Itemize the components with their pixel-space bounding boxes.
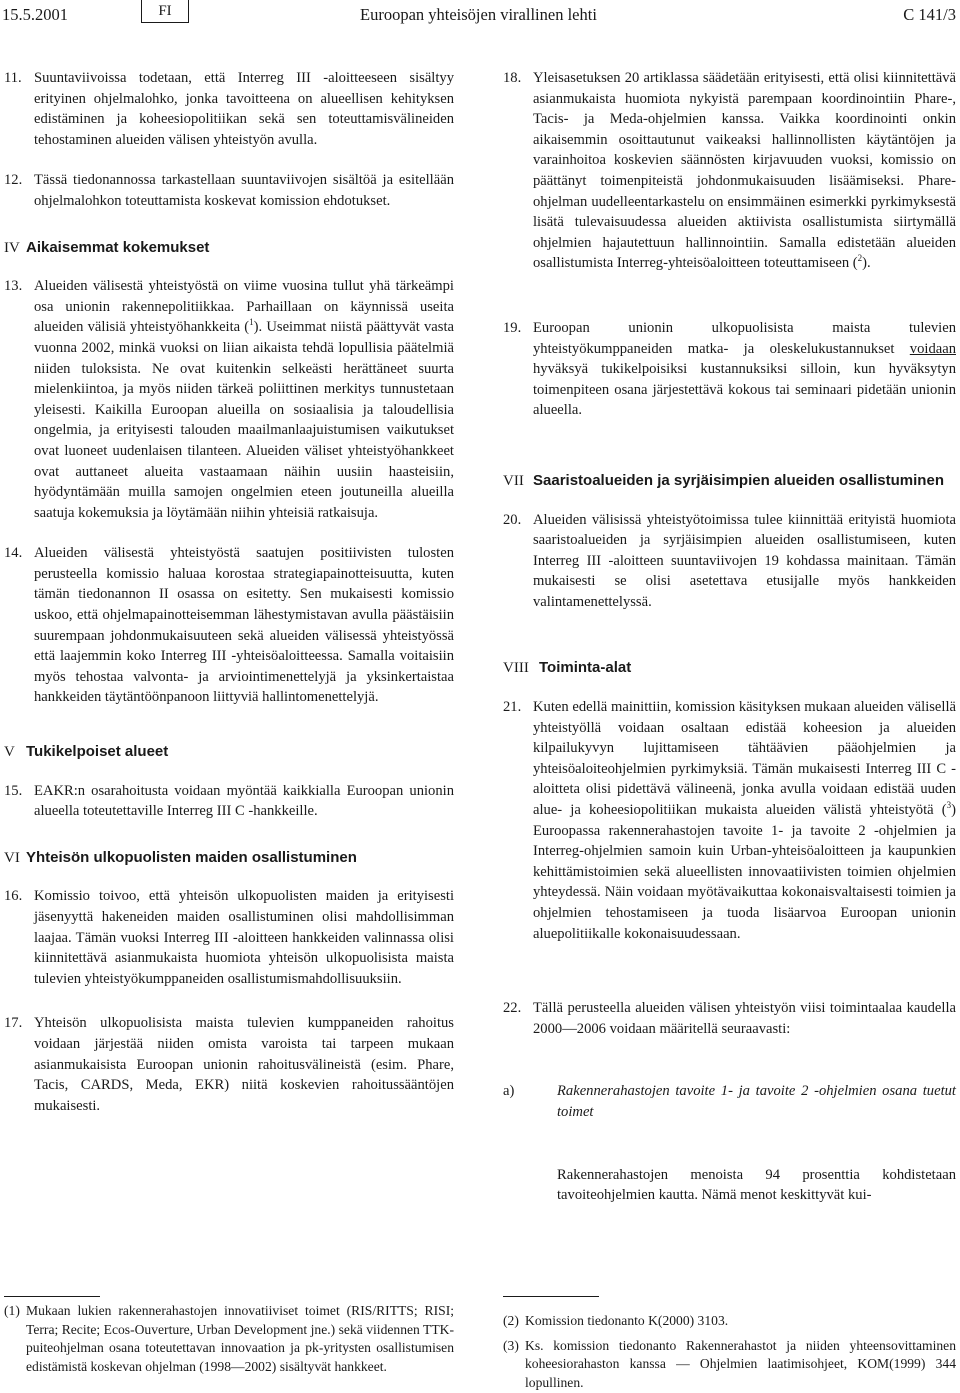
list-item-a — [503, 1081, 956, 1122]
paragraph-number: 11. — [4, 70, 22, 86]
paragraph-text: Euroopan unionin ulkopuolisista maista tulevien yhteistyökumppaneiden matka- ja oleskelukustannukset voidaan hyväksyä tukikelpoisiksi kustannuksiksi silloin, kun hyväksytyn toimenpiteen osana järjestettävä kokous tai seminaari pidetään unionin alueella. — [533, 319, 956, 419]
section-heading-viii — [503, 658, 956, 679]
footnote-text: Ks. komission tiedonanto Rakennerahastot ja niiden yhteensovittaminen koheesiorahaston kanssa — Ohjelmien laatimisohjeet, KOM(1999) 344 lopullinen. — [525, 1337, 956, 1390]
paragraph-number: 12. — [4, 172, 23, 189]
section-number: VII — [503, 472, 524, 489]
paragraph-text: Komissio toivoo, että yhteisön ulkopuolisten maiden ja erityisesti jäsenyyttä hakeneiden maiden osallistuminen olisi mahdollisimman laajaa. Tämän vuoksi Interreg III -aloitteen hankkeiden valinnassa olisi kiinnitettävä asianmukaista huomiota yhteisön ulkopuolisista maista tulevien yhteistyökumppaneiden osallistumismahdollisuuksiin. — [34, 888, 454, 987]
paragraph-11 — [4, 68, 454, 150]
left-column — [4, 68, 454, 1116]
footnote-number: (3) — [503, 1337, 519, 1353]
footnote-rule-left — [4, 1296, 100, 1297]
paragraph-text: Tässä tiedonannossa tarkastellaan suuntaviivojen sisältöä ja esitellään ohjelmalohkon toteuttamista koskevat komission ehdotukset. — [34, 172, 454, 209]
paragraph-text: Tällä perusteella alueiden välisen yhteistyön viisi toimintaalaa kaudella 2000—2006 voidaan määritellä seuraavasti: — [533, 1000, 956, 1037]
publication-date: 15.5.2001 — [2, 5, 68, 24]
paragraph-number: 13. — [4, 278, 23, 295]
paragraph-text: Alueiden välisestä yhteistyöstä saatujen positiivisten tulosten perusteella komissio haluaa korostaa strategiapainotteisuutta, kuten tämän tiedonannon II osassa on esitetty. Sen mukaisesti komissio uskoo, että ohjelmapainotteisemman lähestymistavan avulla päästäisiin suurempaan johdonmukaisuuteen sekä alueiden välisessä yhteistyössä että laajemmin koko Interreg III -yhteisöaloitteessa. Samalla voitaisiin myös tehostaa valvonta- ja arviointimenettelyjä ja yksinkertaistaa hankkeiden täytäntöönpanoon liittyviä hallintomenettelyjä. — [34, 545, 454, 706]
paragraph-17 — [4, 1013, 454, 1116]
section-number: IV — [4, 239, 20, 256]
paragraph-text: Alueiden välisissä yhteistyötoimissa tulee kiinnittää erityistä huomiota saaristoalueiden ja syrjäisimpien alueiden osallistumiseen, kuten Interreg III -aloitteen suuntaviivojen 19 kohdassa mainitaan. Tämän mukaisesti se olisi asetettava etusijalle myös hankkeiden valintamenettelyssä. — [533, 511, 956, 610]
paragraph-number: 15. — [4, 782, 23, 799]
footnotes-right — [503, 1312, 956, 1392]
page-number: C 141/3 — [903, 5, 956, 24]
section-heading-iv — [4, 238, 454, 259]
footnote-2 — [503, 1312, 956, 1331]
section-number: VI — [4, 849, 20, 866]
section-title: Aikaisemmat kokemukset — [26, 238, 210, 256]
section-number: V — [4, 744, 15, 761]
footnote-ref[interactable]: 3 — [946, 800, 952, 811]
section-heading-vii — [503, 471, 956, 492]
section-heading-vi — [4, 848, 454, 869]
paragraph-text: Kuten edellä mainittiin, komission käsityksen mukaan alueiden välisellä yhteistyöllä voidaan osaltaan edistää koheesion ja alueiden kilpailukyvyn lujittamiseen tähtäävien pääohjelmien ja yhteisöaloiteohjelmien pyrkimyksiä. Tämän mukaisesti Interreg III C -aloitteta olisi pidettävä välineenä, jonka avulla voidaan edistää uuden alue- ja koheesiopolitiikan mukaista alueiden välistä yhteistyötä ($^3$) Euroopassa rakennerahastojen tavoite 1- ja tavoite 2 -ohjelmien ja Interreg-ohjelmien samoin kuin Urban-yhteisöaloitteen ja kaupunkien kehittämistoimien sekä alueellisten innovaatiivisten toimien ohjelmien yhteydessä. Näin voidaan myötävaikuttaa kokonaisvaltaisesti toimien ja ohjelmien tehostamiseen ja tuoda lisäarvoa Euroopan unionin aluepolitiikalle kokonaisuudessaan. — [533, 699, 956, 942]
right-column — [503, 68, 956, 1206]
footnote-3 — [503, 1337, 956, 1393]
paragraph-13 — [4, 276, 454, 523]
section-title: Tukikelpoiset alueet — [26, 743, 169, 761]
paragraph-number: 17. — [4, 1015, 23, 1032]
paragraph-14 — [4, 543, 454, 708]
page-header — [0, 0, 960, 40]
paragraph-number: 16. — [4, 888, 23, 905]
underlined-word: voidaan — [909, 340, 956, 357]
language-badge: FI — [141, 0, 189, 23]
paragraph-number: 20. — [503, 511, 522, 528]
footnote-text: Mukaan lukien rakennerahastojen innovatiiviset toimet (RIS/RITTS; RISI; Terra; Recite; Ecos-Ouverture, Urban Development jne.) sekä viidennen TTK-puiteohjelman osana toteutettavan innovaation ja pk-yritysten osallistumisen edistämistä koskevan ohjelman (1998—2002) sisältyvät hankkeet. — [26, 1303, 454, 1374]
paragraph-text: Suuntaviivoissa todetaan, että Interreg III -aloitteeseen sisältyy erityinen ohjelmalohko, jonka tavoitteena on alueellisen kehityksen edistäminen ja koheesiopolitiikan sekä sen toteuttamisvälineiden tehostaminen alueiden välisen yhteistyön avulla. — [34, 70, 454, 148]
section-title: Yhteisön ulkopuolisten maiden osallistuminen — [26, 848, 357, 866]
paragraph-text: Yhteisön ulkopuolisista maista tulevien kumppaneiden rahoitus voidaan järjestää niiden omista varoista tai tarpeen mukaan asianmukaisista Euroopan unionin rahoitusvälineistä (esim. Phare, Tacis, CARDS, Meda, EKR) niitä koskevien rahoitussääntöjen mukaisesti. — [34, 1015, 454, 1114]
paragraph-text: Yleisasetuksen 20 artiklassa säädetään erityisesti, että olisi kiinnitettävä asianmukaista huomiota nykyistä parempaan koordinointiin Phare-, Tacis- ja Meda-ohjelmien kanssa. Vaikka koordinointi onkin aikaisemmin osoittautunut vaikeaksi hallinnollisten käytäntöjen ja varainhoitoa koskevien säännösten kirjavuuden vuoksi, komissio on päättänyt toimenpiteistä johdonmukaisuuden lisäämiseksi. Phare-ohjelman uudelleentarkastelu on ensimmäinen esimerkki pyrkimyksestä lisätä tulevaisuudessa alueiden aktiivista osallistumista siirtymällä ohjelmien hajautettuun hallinnointiin. Samalla edistetään alueiden osallistumista Interreg-yhteisöaloitteen toteuttamiseen ($^2$). — [533, 70, 956, 272]
paragraph-16 — [4, 886, 454, 989]
paragraph-21 — [503, 697, 956, 944]
paragraph-19 — [503, 318, 956, 421]
footnote-1 — [4, 1302, 454, 1376]
section-title: Toiminta-alat — [539, 659, 632, 677]
paragraph-number: 22. — [503, 1000, 522, 1017]
paragraph-number: 19. — [503, 319, 522, 336]
footnote-text: Komission tiedonanto K(2000) 3103. — [525, 1313, 729, 1328]
list-item-title: Rakennerahastojen tavoite 1- ja tavoite 2 -ohjelmien osana tuetut toimet — [557, 1083, 956, 1120]
list-item-a-body — [503, 1165, 956, 1206]
footnote-rule-right — [503, 1296, 599, 1297]
list-marker: a) — [503, 1083, 515, 1100]
paragraph-22 — [503, 998, 956, 1039]
footnote-number: (1) — [4, 1303, 20, 1318]
footnote-ref[interactable]: 1 — [249, 317, 254, 328]
section-title: Saaristoalueiden ja syrjäisimpien alueiden osallistuminen — [533, 471, 944, 489]
paragraph-number: 21. — [503, 699, 522, 716]
paragraph-number: 18. — [503, 70, 522, 86]
section-number: VIII — [503, 660, 529, 677]
paragraph-text: Alueiden välisestä yhteistyöstä on viime vuosina tullut yhä tärkeämpi osa unionin rakennepolitiikkaa. Parhaillaan on käynnissä useita alueiden välisiä yhteistyöhankkeita ($^1$). Useimmat niistä päättyvät vasta vuonna 2002, minkä vuoksi on liian aikaista tehdä lopullisia päätelmiä niiden tuloksista. Ne ovat kuitenkin selkeästi herättäneet suurta mielenkiintoa, ja myös niiden tärkeä poliittinen merkitys tunnustetaan yleisesti. Kaikilla Euroopan alueilla on sosiaalisia ja taloudellisia ongelmia, ja erityisesti talouden maailmanlaajuistumisen vaikutukset ovat luoneet uudenlaisen tilanteen. Alueiden väliset yhteistyöhankkeet ovat auttaneet alueita vastaamaan näihin uusiin haasteisiin, hyödyntämään muilla samojen ongelmien eteen joutuneilla alueilla saatuja kokemuksia ja löytämään niihin yhteisiä ratkaisuja. — [34, 278, 454, 521]
paragraph-number: 14. — [4, 545, 23, 562]
paragraph-20 — [503, 510, 956, 613]
footnotes-left — [4, 1302, 454, 1376]
paragraph-text: Rakennerahastojen menoista 94 prosenttia kohdistetaan tavoiteohjelmien kautta. Nämä menot keskittyvät kui- — [557, 1166, 956, 1204]
paragraph-18 — [503, 68, 956, 274]
paragraph-text: EAKR:n osarahoitusta voidaan myöntää kaikkialla Euroopan unionin alueella toteutettaville Interreg III C -hankkeille. — [34, 782, 454, 820]
paragraph-12 — [4, 170, 454, 211]
section-heading-v — [4, 742, 454, 763]
footnote-number: (2) — [503, 1313, 519, 1328]
footnote-ref[interactable]: 2 — [857, 253, 863, 264]
journal-title: Euroopan yhteisöjen virallinen lehti — [360, 5, 597, 24]
paragraph-15 — [4, 781, 454, 822]
